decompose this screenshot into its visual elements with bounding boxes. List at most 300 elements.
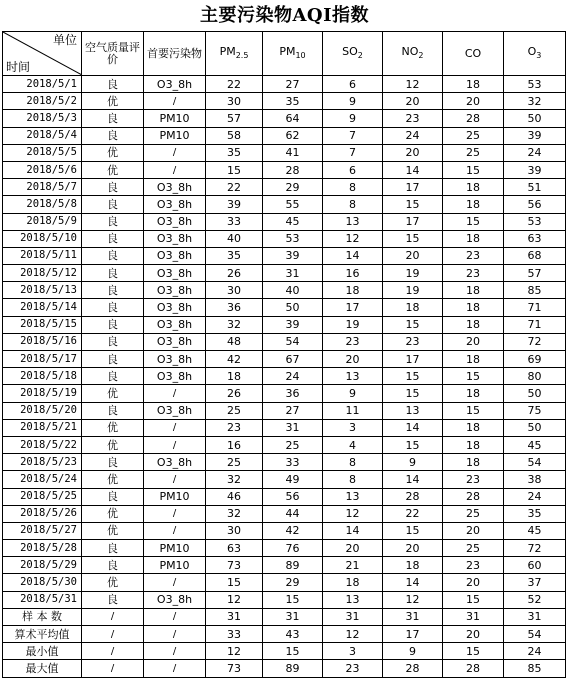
o3-cell: 53 [504,213,566,230]
table-row [3,110,566,127]
primary-pollutant-cell: O3_8h [144,454,206,471]
table-row [3,351,566,368]
primary-pollutant-cell: / [144,436,206,453]
o3-cell: 51 [504,179,566,196]
primary-pollutant-cell: PM10 [144,557,206,574]
primary-pollutant-cell: O3_8h [144,179,206,196]
primary-pollutant-cell: O3_8h [144,591,206,608]
pm25-cell: 32 [206,471,263,488]
quality-cell: 优 [82,385,144,402]
pm10-cell: 24 [263,368,323,385]
co-cell: 15 [443,368,504,385]
so2-cell: 13 [323,213,383,230]
o3-cell: 50 [504,385,566,402]
o3-cell: 24 [504,643,566,660]
so2-cell: 23 [323,660,383,677]
corner-time-label: 时间 [6,60,31,74]
table-row [3,127,566,144]
pm25-cell: 30 [206,93,263,110]
pm25-cell: 23 [206,419,263,436]
so2-cell: 12 [323,626,383,643]
co-cell: 25 [443,505,504,522]
so2-cell: 20 [323,351,383,368]
date-cell: 2018/5/18 [3,368,82,385]
quality-cell: 优 [82,161,144,178]
pm25-cell: 40 [206,230,263,247]
pm10-cell: 89 [263,557,323,574]
co-cell: 15 [443,161,504,178]
co-cell: 18 [443,179,504,196]
pm10-cell: 28 [263,161,323,178]
primary-pollutant-cell: / [144,505,206,522]
co-cell: 18 [443,454,504,471]
table-row [3,471,566,488]
summary-label-cell: 最大值 [3,660,82,677]
pm25-cell: 25 [206,454,263,471]
co-cell: 18 [443,230,504,247]
primary-pollutant-cell: PM10 [144,127,206,144]
o3-cell: 45 [504,436,566,453]
o3-cell: 52 [504,591,566,608]
so2-cell: 12 [323,505,383,522]
co-cell: 18 [443,299,504,316]
pm10-cell: 29 [263,179,323,196]
quality-cell: 良 [82,110,144,127]
summary-label-cell: 最小值 [3,643,82,660]
quality-cell: / [82,660,144,677]
co-cell: 20 [443,333,504,350]
pm10-cell: 76 [263,540,323,557]
no2-cell: 20 [383,93,443,110]
date-cell: 2018/5/21 [3,419,82,436]
co-cell: 25 [443,540,504,557]
so2-cell: 14 [323,247,383,264]
table-row [3,299,566,316]
co-cell: 18 [443,436,504,453]
table-row [3,557,566,574]
so2-cell: 12 [323,230,383,247]
pm10-cell: 39 [263,316,323,333]
pm25-cell: 73 [206,557,263,574]
co-cell: 25 [443,144,504,161]
table-row [3,402,566,419]
no2-cell: 15 [383,385,443,402]
table-row [3,282,566,299]
o3-cell: 57 [504,265,566,282]
pm10-cell: 29 [263,574,323,591]
table-row [3,505,566,522]
no2-cell: 18 [383,557,443,574]
pm25-cell: 33 [206,213,263,230]
no2-cell: 15 [383,316,443,333]
co-cell: 25 [443,127,504,144]
table-row [3,196,566,213]
date-cell: 2018/5/25 [3,488,82,505]
table-row [3,144,566,161]
so2-cell: 19 [323,316,383,333]
no2-cell: 28 [383,488,443,505]
co-cell: 23 [443,265,504,282]
no2-cell: 17 [383,351,443,368]
so2-cell: 31 [323,608,383,625]
primary-pollutant-cell: O3_8h [144,282,206,299]
quality-cell: 良 [82,213,144,230]
pm10-cell: 35 [263,93,323,110]
header-pm10: $PM_{10}$ [263,32,323,76]
primary-pollutant-cell: O3_8h [144,265,206,282]
summary-row [3,660,566,677]
so2-cell: 6 [323,76,383,93]
pm10-cell: 56 [263,488,323,505]
quality-cell: 良 [82,488,144,505]
so2-cell: 6 [323,161,383,178]
pm10-cell: 40 [263,282,323,299]
quality-cell: 良 [82,402,144,419]
o3-cell: 75 [504,402,566,419]
no2-cell: 15 [383,436,443,453]
no2-cell: 14 [383,419,443,436]
so2-cell: 7 [323,127,383,144]
pm25-cell: 15 [206,574,263,591]
date-cell: 2018/5/15 [3,316,82,333]
pm10-cell: 49 [263,471,323,488]
pm25-cell: 25 [206,402,263,419]
no2-cell: 17 [383,179,443,196]
o3-cell: 39 [504,127,566,144]
summary-row [3,608,566,625]
date-cell: 2018/5/4 [3,127,82,144]
table-row [3,419,566,436]
quality-cell: 优 [82,419,144,436]
quality-cell: 优 [82,471,144,488]
o3-cell: 37 [504,574,566,591]
primary-pollutant-cell: PM10 [144,488,206,505]
quality-cell: 良 [82,299,144,316]
so2-cell: 4 [323,436,383,453]
pm10-cell: 64 [263,110,323,127]
no2-cell: 14 [383,574,443,591]
quality-cell: 优 [82,144,144,161]
table-row [3,247,566,264]
primary-pollutant-cell: PM10 [144,540,206,557]
pm10-cell: 27 [263,402,323,419]
no2-cell: 12 [383,591,443,608]
o3-cell: 24 [504,144,566,161]
date-cell: 2018/5/22 [3,436,82,453]
primary-pollutant-cell: O3_8h [144,402,206,419]
no2-cell: 18 [383,299,443,316]
date-cell: 2018/5/10 [3,230,82,247]
so2-cell: 7 [323,144,383,161]
so2-cell: 9 [323,385,383,402]
date-cell: 2018/5/14 [3,299,82,316]
no2-cell: 15 [383,368,443,385]
pm10-cell: 53 [263,230,323,247]
primary-pollutant-cell: O3_8h [144,299,206,316]
co-cell: 28 [443,660,504,677]
table-row [3,488,566,505]
so2-cell: 17 [323,299,383,316]
primary-pollutant-cell: O3_8h [144,247,206,264]
primary-pollutant-cell: O3_8h [144,351,206,368]
pm10-cell: 39 [263,247,323,264]
table-row [3,93,566,110]
o3-cell: 56 [504,196,566,213]
pm10-cell: 36 [263,385,323,402]
co-cell: 15 [443,643,504,660]
header-primary: 首要污染物 [144,32,206,76]
primary-pollutant-cell: O3_8h [144,368,206,385]
pm10-cell: 15 [263,591,323,608]
date-cell: 2018/5/24 [3,471,82,488]
no2-cell: 15 [383,196,443,213]
so2-cell: 13 [323,591,383,608]
pm25-cell: 46 [206,488,263,505]
co-cell: 18 [443,282,504,299]
so2-cell: 18 [323,574,383,591]
pm10-cell: 31 [263,419,323,436]
date-cell: 2018/5/13 [3,282,82,299]
primary-pollutant-cell: / [144,574,206,591]
no2-cell: 17 [383,626,443,643]
quality-cell: 良 [82,196,144,213]
quality-cell: 优 [82,93,144,110]
pm10-cell: 67 [263,351,323,368]
no2-cell: 13 [383,402,443,419]
o3-cell: 63 [504,230,566,247]
o3-cell: 35 [504,505,566,522]
date-cell: 2018/5/2 [3,93,82,110]
pm10-cell: 45 [263,213,323,230]
primary-pollutant-cell: O3_8h [144,333,206,350]
o3-cell: 69 [504,351,566,368]
so2-cell: 3 [323,643,383,660]
so2-cell: 8 [323,471,383,488]
date-cell: 2018/5/3 [3,110,82,127]
primary-pollutant-cell: / [144,643,206,660]
no2-cell: 20 [383,247,443,264]
no2-cell: 17 [383,213,443,230]
no2-cell: 22 [383,505,443,522]
o3-cell: 45 [504,522,566,539]
so2-cell: 13 [323,368,383,385]
co-cell: 28 [443,488,504,505]
pm10-cell: 54 [263,333,323,350]
o3-cell: 60 [504,557,566,574]
date-cell: 2018/5/31 [3,591,82,608]
pm25-cell: 32 [206,505,263,522]
so2-cell: 13 [323,488,383,505]
no2-cell: 19 [383,282,443,299]
pm10-cell: 25 [263,436,323,453]
no2-cell: 12 [383,76,443,93]
primary-pollutant-cell: / [144,471,206,488]
no2-cell: 19 [383,265,443,282]
quality-cell: 良 [82,591,144,608]
no2-cell: 14 [383,161,443,178]
pm10-cell: 31 [263,608,323,625]
pm25-cell: 26 [206,385,263,402]
so2-cell: 3 [323,419,383,436]
quality-cell: 优 [82,574,144,591]
no2-cell: 14 [383,471,443,488]
pm25-cell: 63 [206,540,263,557]
no2-cell: 20 [383,144,443,161]
pm10-cell: 33 [263,454,323,471]
quality-cell: 良 [82,179,144,196]
pm25-cell: 58 [206,127,263,144]
pm25-cell: 26 [206,265,263,282]
pm25-cell: 12 [206,643,263,660]
pm25-cell: 12 [206,591,263,608]
co-cell: 15 [443,213,504,230]
primary-pollutant-cell: / [144,608,206,625]
pm25-cell: 16 [206,436,263,453]
o3-cell: 24 [504,488,566,505]
o3-cell: 38 [504,471,566,488]
pm25-cell: 48 [206,333,263,350]
table-row [3,316,566,333]
no2-cell: 31 [383,608,443,625]
quality-cell: 良 [82,368,144,385]
co-cell: 28 [443,110,504,127]
date-cell: 2018/5/26 [3,505,82,522]
table-row [3,213,566,230]
primary-pollutant-cell: PM10 [144,110,206,127]
o3-cell: 71 [504,299,566,316]
pm25-cell: 15 [206,161,263,178]
header-pm25: $PM_{2.5}$ [206,32,263,76]
o3-cell: 72 [504,333,566,350]
table-row [3,454,566,471]
co-cell: 18 [443,385,504,402]
date-cell: 2018/5/8 [3,196,82,213]
so2-cell: 8 [323,454,383,471]
quality-cell: 优 [82,436,144,453]
primary-pollutant-cell: / [144,93,206,110]
pm25-cell: 31 [206,608,263,625]
aqi-table [2,31,566,678]
pm25-cell: 32 [206,316,263,333]
no2-cell: 9 [383,643,443,660]
date-cell: 2018/5/17 [3,351,82,368]
quality-cell: 良 [82,454,144,471]
so2-cell: 23 [323,333,383,350]
date-cell: 2018/5/6 [3,161,82,178]
so2-cell: 11 [323,402,383,419]
table-row [3,230,566,247]
quality-cell: 良 [82,230,144,247]
quality-cell: 良 [82,333,144,350]
pm10-cell: 43 [263,626,323,643]
no2-cell: 15 [383,522,443,539]
co-cell: 18 [443,196,504,213]
pm10-cell: 89 [263,660,323,677]
no2-cell: 23 [383,110,443,127]
no2-cell: 9 [383,454,443,471]
quality-cell: 良 [82,351,144,368]
no2-cell: 23 [383,333,443,350]
quality-cell: 良 [82,316,144,333]
pm25-cell: 18 [206,368,263,385]
table-row [3,522,566,539]
primary-pollutant-cell: O3_8h [144,316,206,333]
no2-cell: 20 [383,540,443,557]
table-row [3,179,566,196]
header-row [3,32,566,76]
pm25-cell: 22 [206,179,263,196]
table-row [3,540,566,557]
pm10-cell: 27 [263,76,323,93]
so2-cell: 8 [323,196,383,213]
pm10-cell: 42 [263,522,323,539]
quality-cell: 良 [82,282,144,299]
so2-cell: 8 [323,179,383,196]
corner-header-cell [3,32,82,76]
pm25-cell: 35 [206,247,263,264]
co-cell: 18 [443,351,504,368]
co-cell: 20 [443,626,504,643]
date-cell: 2018/5/11 [3,247,82,264]
date-cell: 2018/5/9 [3,213,82,230]
quality-cell: 良 [82,265,144,282]
table-row [3,436,566,453]
primary-pollutant-cell: / [144,144,206,161]
date-cell: 2018/5/16 [3,333,82,350]
quality-cell: 良 [82,540,144,557]
o3-cell: 85 [504,660,566,677]
primary-pollutant-cell: / [144,419,206,436]
co-cell: 18 [443,419,504,436]
so2-cell: 9 [323,110,383,127]
primary-pollutant-cell: O3_8h [144,230,206,247]
summary-row [3,643,566,660]
o3-cell: 85 [504,282,566,299]
table-row [3,385,566,402]
date-cell: 2018/5/12 [3,265,82,282]
o3-cell: 80 [504,368,566,385]
primary-pollutant-cell: O3_8h [144,196,206,213]
date-cell: 2018/5/29 [3,557,82,574]
o3-cell: 31 [504,608,566,625]
table-row [3,161,566,178]
quality-cell: 良 [82,247,144,264]
date-cell: 2018/5/20 [3,402,82,419]
quality-cell: / [82,608,144,625]
o3-cell: 53 [504,76,566,93]
o3-cell: 54 [504,454,566,471]
quality-cell: 良 [82,76,144,93]
o3-cell: 71 [504,316,566,333]
o3-cell: 68 [504,247,566,264]
pm25-cell: 39 [206,196,263,213]
date-cell: 2018/5/28 [3,540,82,557]
o3-cell: 32 [504,93,566,110]
co-cell: 18 [443,316,504,333]
date-cell: 2018/5/7 [3,179,82,196]
pm25-cell: 33 [206,626,263,643]
co-cell: 15 [443,402,504,419]
so2-cell: 14 [323,522,383,539]
table-row [3,76,566,93]
no2-cell: 24 [383,127,443,144]
header-no2: $NO_2$ [383,32,443,76]
co-cell: 18 [443,76,504,93]
table-row [3,368,566,385]
date-cell: 2018/5/19 [3,385,82,402]
primary-pollutant-cell: / [144,522,206,539]
header-co: CO [443,32,504,76]
